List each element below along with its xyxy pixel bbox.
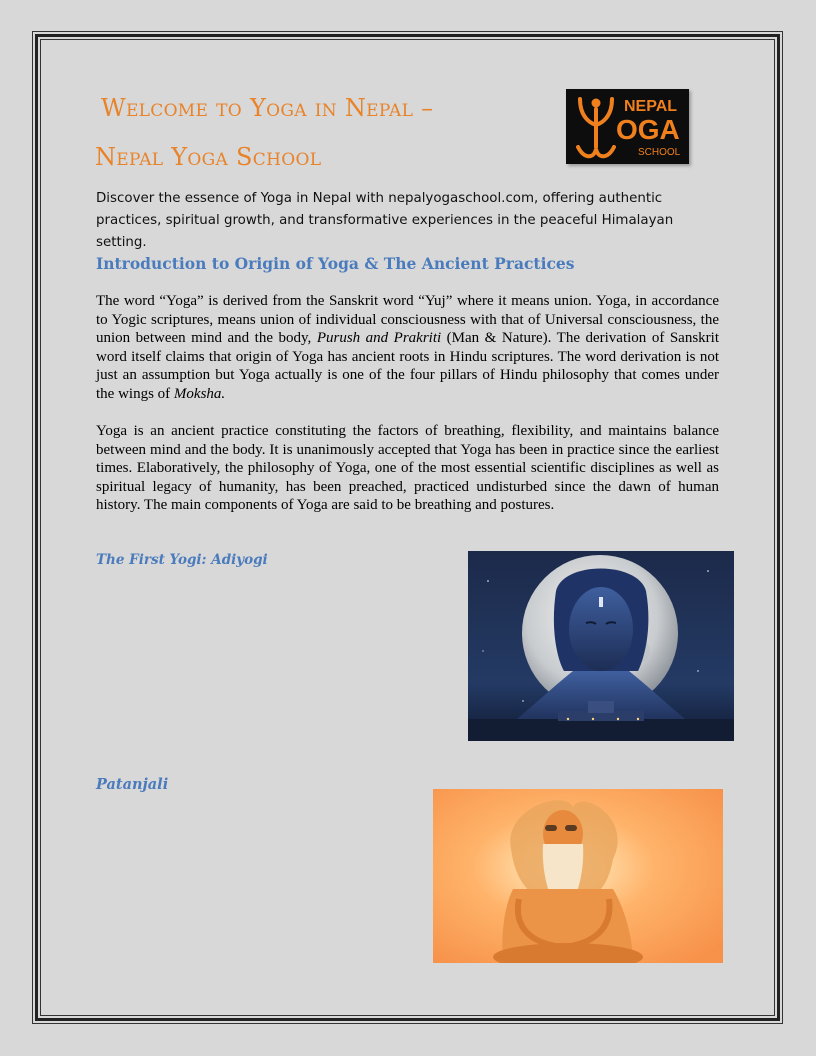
nepal-yoga-school-logo	[566, 89, 689, 164]
para1-emphasis-moksha: Moksha.	[173, 385, 226, 402]
para1-text-a: The word “Yoga” is derived from the Sanskrit word “Yuj” where it means union. Yoga, in accordance to Yogic scriptures, means union of individual consciousness with that of Universal consciousness, the union between mind and the body,	[96, 293, 719, 347]
patanjali-image	[433, 789, 723, 963]
logo-main-text: OGA	[616, 114, 680, 145]
intro-paragraph: Discover the essence of Yoga in Nepal with nepalyogaschool.com, offering authentic practices, spiritual growth, and transformative experiences in the peaceful Himalayan setting.	[96, 191, 674, 250]
page-title-line1: Welcome to Yoga in Nepal –	[101, 94, 434, 122]
section-heading: Introduction to Origin of Yoga & The Ancient Practices	[96, 254, 575, 273]
para1-text-b: (Man & Nature). The derivation of Sanskrit word itself claims that origin of Yoga has ancient roots in Hindu scriptures. The word derivation is not just an assumption but Yoga actually is one of the four pillars of Hindu philosophy that comes under the wings of	[96, 330, 719, 402]
adiyogi-subheading: The First Yogi: Adiyogi	[96, 552, 268, 568]
logo-bottom-text: SCHOOL	[638, 147, 681, 158]
yoga-origin-paragraph	[96, 292, 719, 404]
yoga-practice-paragraph: Yoga is an ancient practice constituting the factors of breathing, flexibility, and maintains balance between mind and the body. It is unanimously accepted that Yoga has been in practice since the earliest times. Elaboratively, the philosophy of Yoga, one of the most essential scientific disciplines as well as spiritual legacy of humanity, has been preached, practiced undisturbed since the dawn of human history. The main components of Yoga are said to be breathing and postures.	[96, 423, 719, 514]
logo-top-text: NEPAL	[624, 98, 678, 115]
para1-emphasis-purush: Purush and Prakriti	[316, 330, 442, 347]
patanjali-subheading: Patanjali	[96, 776, 169, 793]
adiyogi-statue-image	[468, 551, 734, 741]
page-title-line2: Nepal Yoga School	[95, 143, 322, 171]
